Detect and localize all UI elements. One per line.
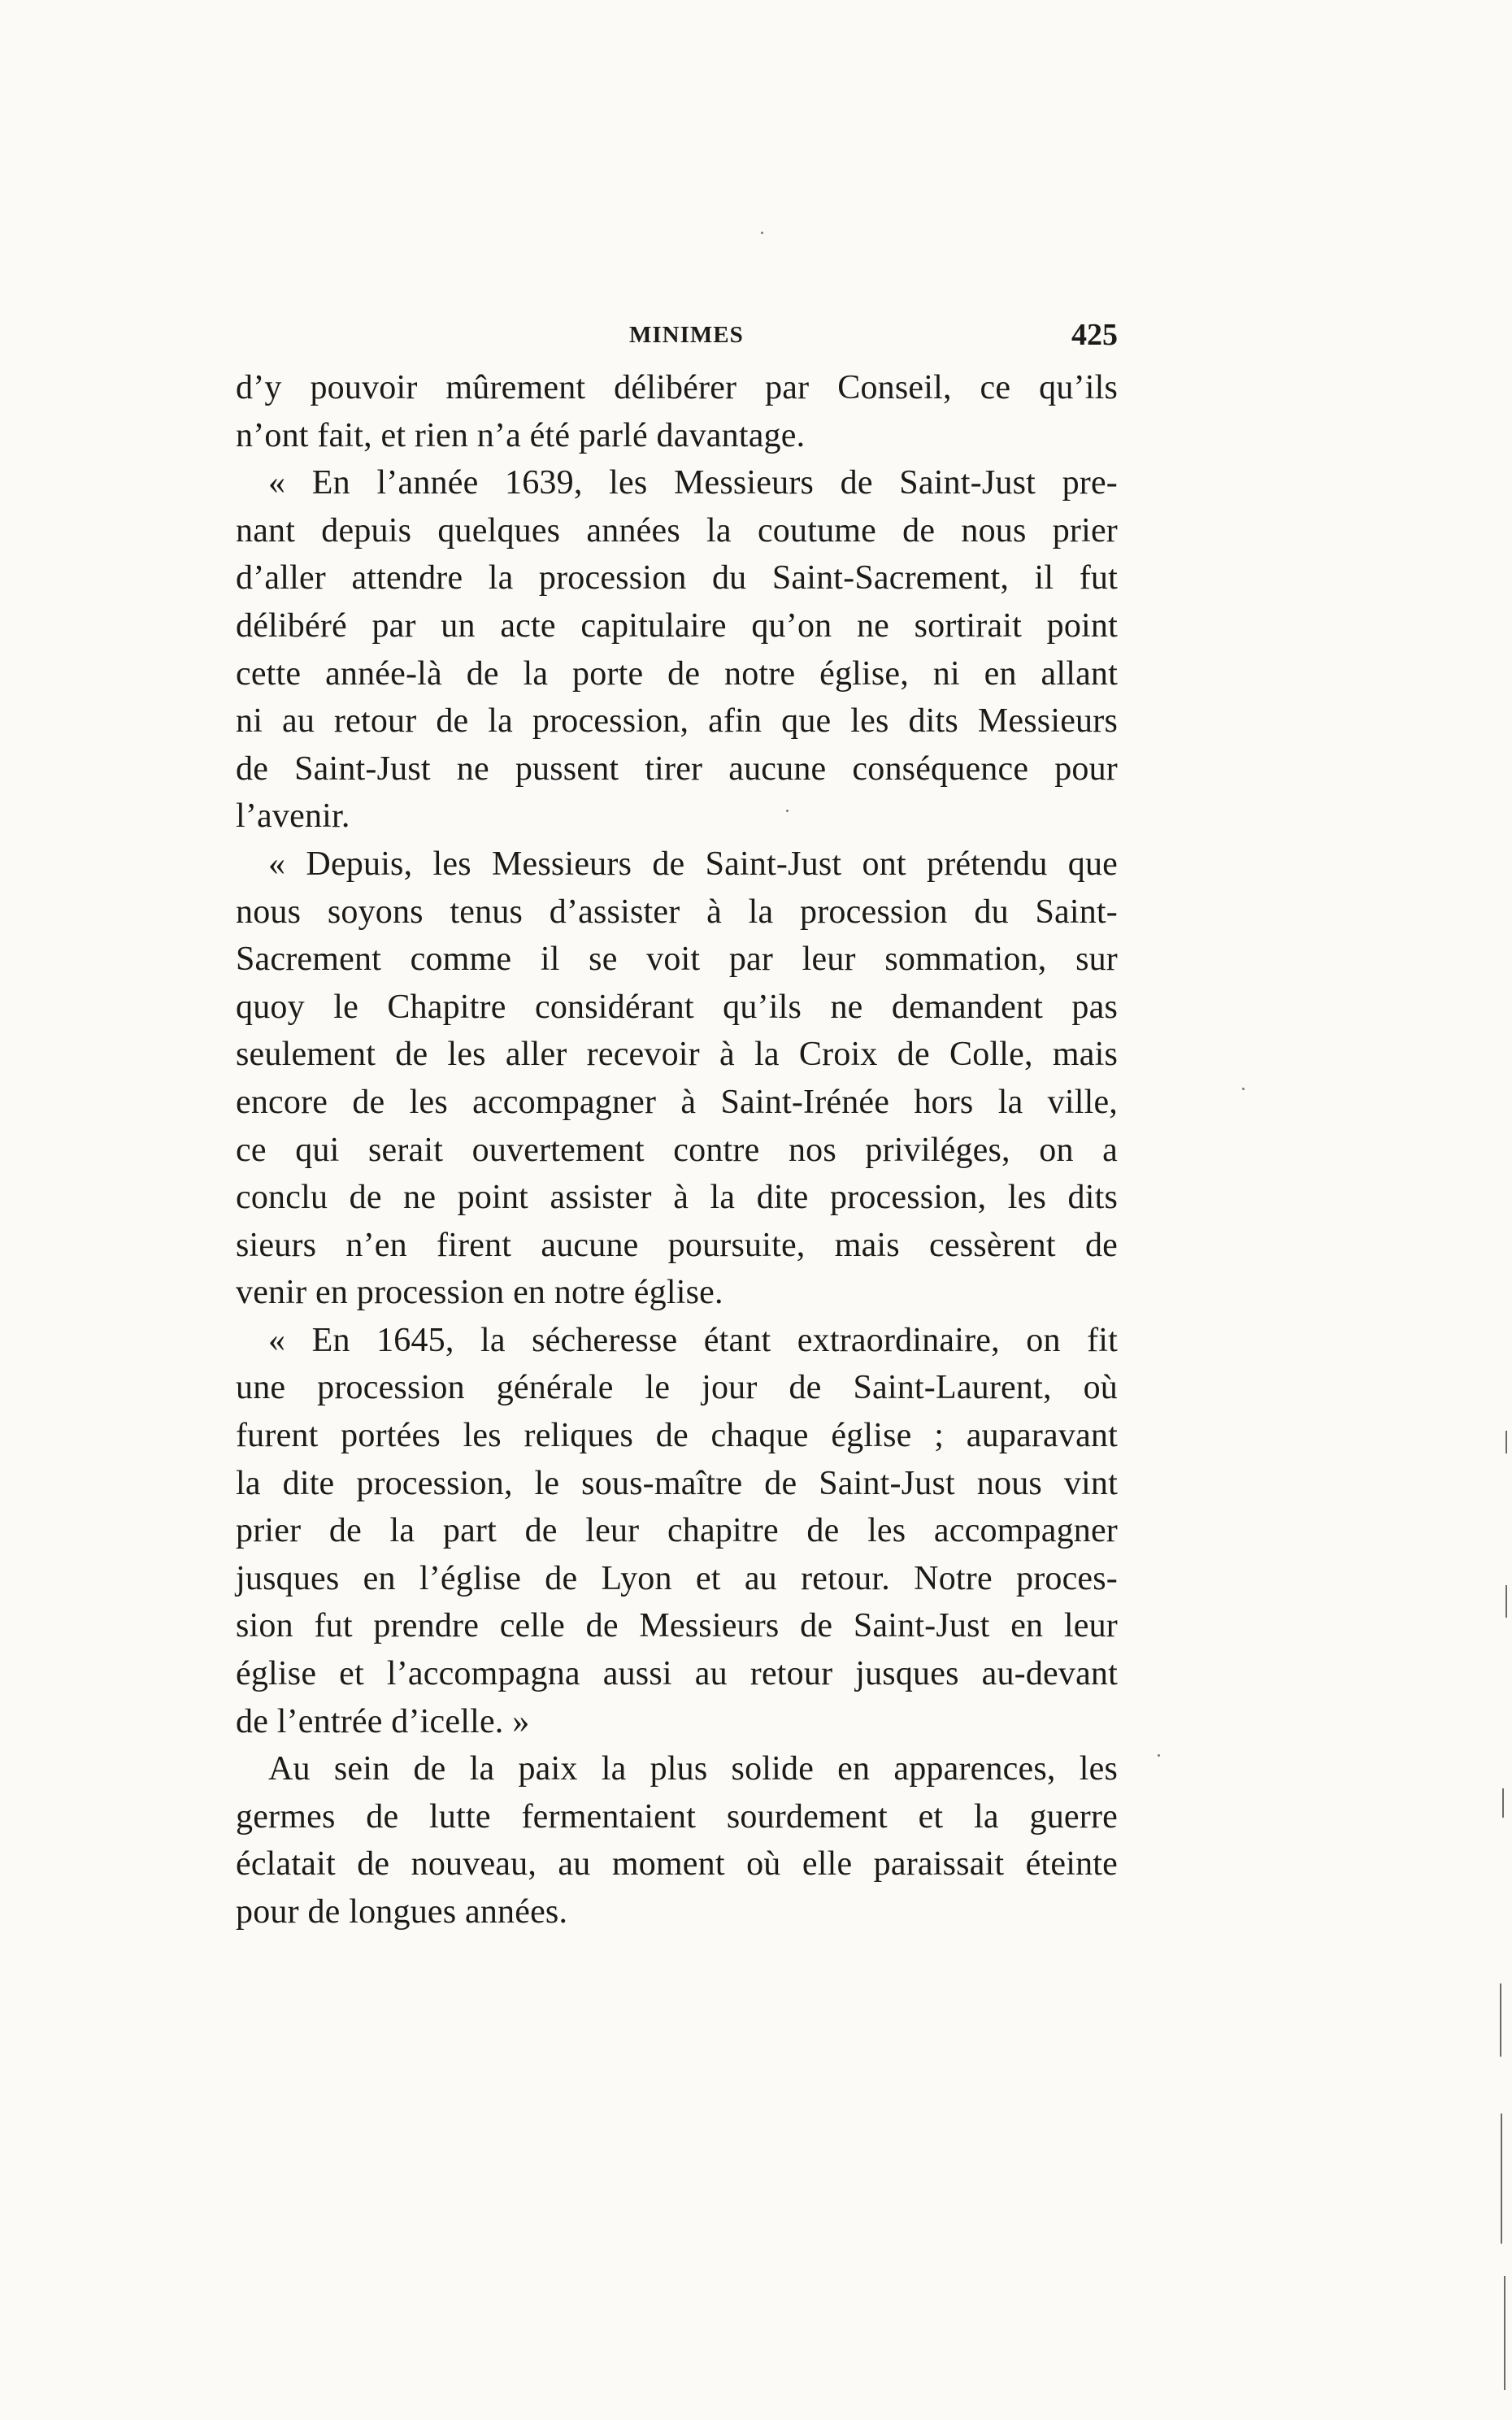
text-line: prier de la part de leur chapitre de les accompagner — [236, 1512, 1118, 1550]
text-line: pour de longues années. — [236, 1893, 568, 1931]
scan-speck — [1242, 1088, 1245, 1090]
text-line: « Depuis, les Messieurs de Saint-Just ont prétendu que — [268, 845, 1118, 883]
text-line: Sacrement comme il se voit par leur sommation, sur — [236, 941, 1118, 979]
text-line: sieurs n’en firent aucune poursuite, mais cessèrent de — [236, 1226, 1118, 1264]
scan-speck — [786, 810, 789, 812]
text-line: seulement de les aller recevoir à la Croix de Colle, mais — [236, 1036, 1118, 1074]
text-line: sion fut prendre celle de Messieurs de Saint-Just en leur — [236, 1607, 1118, 1645]
text-line: « En 1645, la sécheresse étant extraordinaire, on fit — [268, 1321, 1118, 1359]
text-line: cette année-là de la porte de notre église, ni en allant — [236, 654, 1118, 693]
scan-speck — [1158, 1754, 1160, 1757]
scan-edge-mark — [1505, 1431, 1507, 1453]
body-text — [236, 364, 1118, 1936]
scan-edge-mark — [1502, 1788, 1504, 1818]
text-line: « En l’année 1639, les Messieurs de Saint-Just pre- — [268, 464, 1118, 502]
text-line: la dite procession, le sous-maître de Saint-Just nous vint — [236, 1464, 1118, 1502]
scan-edge-mark — [1501, 2114, 1502, 2244]
text-line: encore de les accompagner à Saint-Irénée hors la ville, — [236, 1083, 1118, 1121]
text-line: venir en procession en notre église. — [236, 1274, 723, 1312]
text-line: d’aller attendre la procession du Saint-Sacrement, il fut — [236, 559, 1118, 597]
text-line: de l’entrée d’icelle. » — [236, 1702, 530, 1740]
text-line: d’y pouvoir mûrement délibérer par Conseil, ce qu’ils — [236, 369, 1118, 406]
text-line: l’avenir. — [236, 797, 350, 836]
text-line: Au sein de la paix la plus solide en apparences, les — [268, 1750, 1118, 1788]
page-header — [236, 318, 1118, 363]
scan-edge-mark — [1505, 1585, 1507, 1618]
scan-edge-mark — [1504, 2276, 1505, 2390]
text-line: délibéré par un acte capitulaire qu’on ne sortirait point — [236, 606, 1118, 645]
running-head: MINIMES — [629, 322, 744, 348]
scan-edge-mark — [1500, 1983, 1501, 2057]
text-line: furent portées les reliques de chaque église ; auparavant — [236, 1417, 1118, 1455]
text-line: éclatait de nouveau, au moment où elle paraissait éteinte — [236, 1845, 1118, 1883]
text-line: jusques en l’église de Lyon et au retour. Notre proces- — [236, 1559, 1118, 1597]
scan-speck — [761, 232, 763, 234]
text-line: n’ont fait, et rien n’a été parlé davantage. — [236, 416, 806, 454]
text-line: une procession générale le jour de Saint-Laurent, où — [236, 1369, 1118, 1407]
text-line: ni au retour de la procession, afin que les dits Messieurs — [236, 702, 1118, 741]
text-line: église et l’accompagna aussi au retour jusques au-devant — [236, 1655, 1118, 1693]
text-line: ce qui serait ouvertement contre nos priviléges, on a — [236, 1131, 1118, 1169]
page-number: 425 — [1071, 318, 1118, 352]
text-line: nous soyons tenus d’assister à la procession du Saint- — [236, 893, 1118, 931]
text-line: germes de lutte fermentaient sourdement et la guerre — [236, 1797, 1118, 1836]
text-line: de Saint-Just ne pussent tirer aucune conséquence pour — [236, 749, 1118, 788]
text-line: quoy le Chapitre considérant qu’ils ne demandent pas — [236, 988, 1118, 1026]
text-line: nant depuis quelques années la coutume de nous prier — [236, 511, 1118, 550]
text-line: conclu de ne point assister à la dite procession, les dits — [236, 1179, 1118, 1217]
